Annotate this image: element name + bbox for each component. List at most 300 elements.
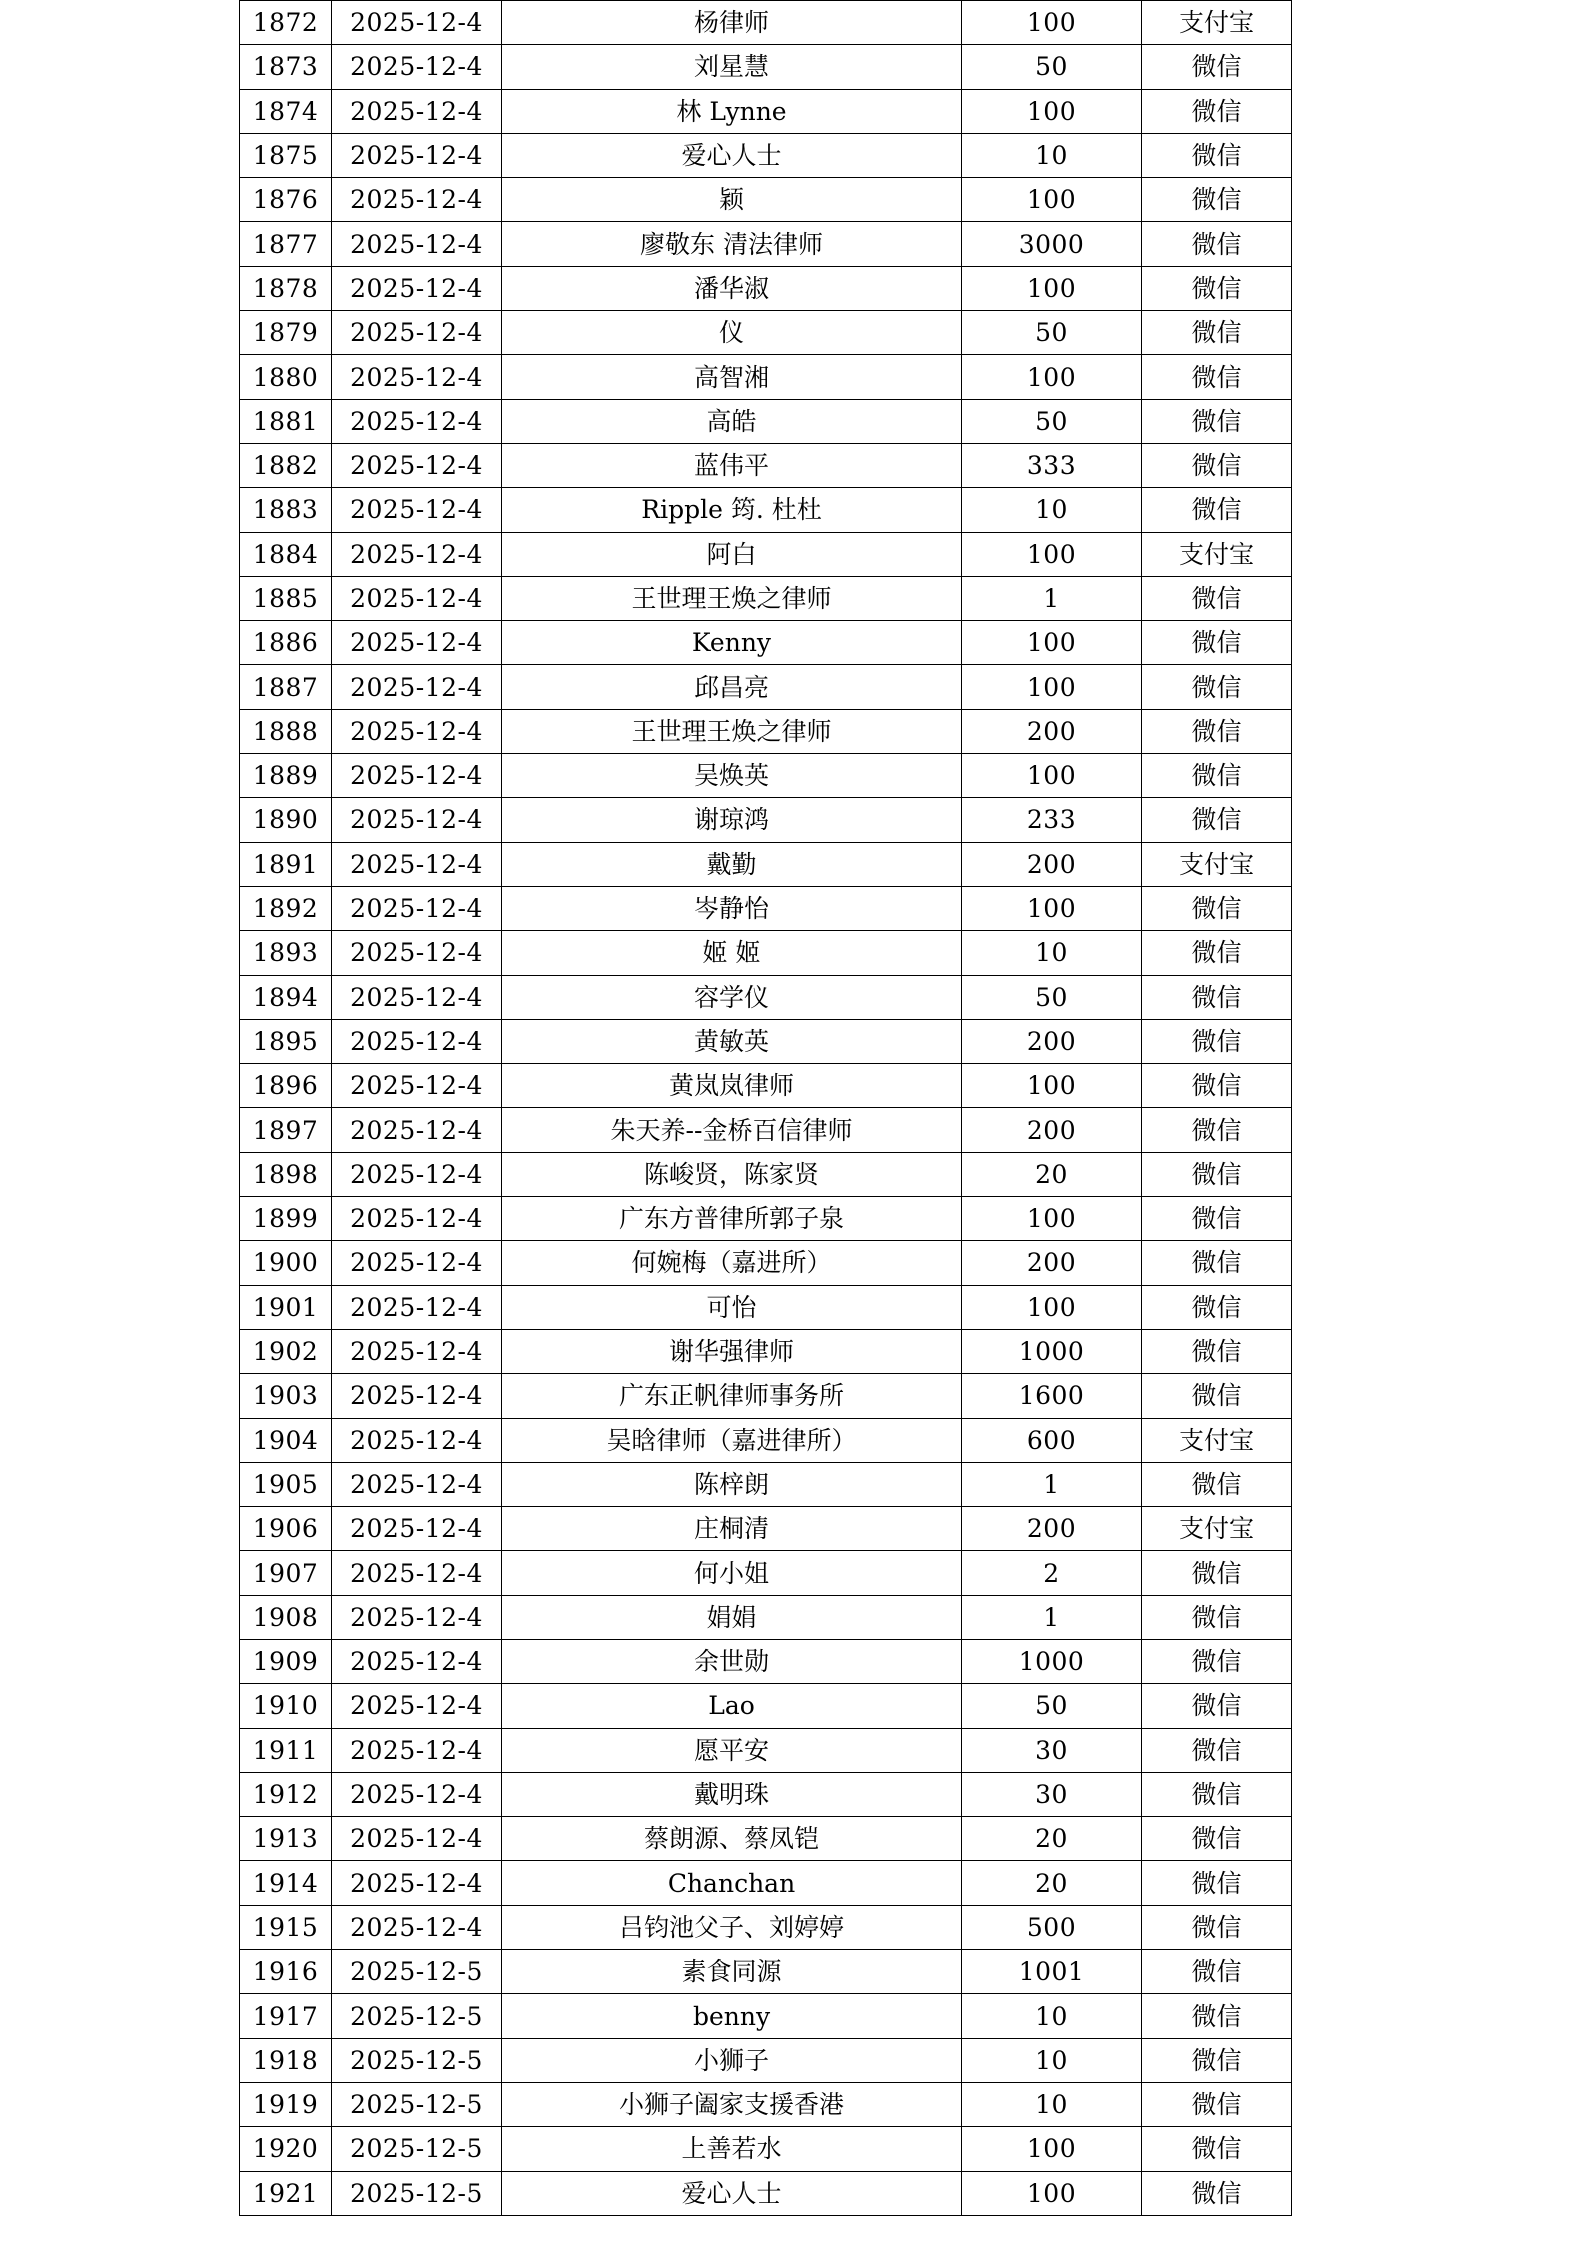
donation-amount: 100: [962, 1064, 1142, 1108]
row-number: 1873: [240, 45, 332, 89]
row-number: 1890: [240, 798, 332, 842]
row-date: 2025-12-4: [332, 488, 502, 532]
row-date: 2025-12-4: [332, 133, 502, 177]
row-number: 1906: [240, 1507, 332, 1551]
donor-name: 余世勋: [502, 1639, 962, 1683]
donation-amount: 100: [962, 886, 1142, 930]
donor-name: 邱昌亮: [502, 665, 962, 709]
row-number: 1876: [240, 178, 332, 222]
payment-method: 支付宝: [1142, 842, 1292, 886]
row-number: 1915: [240, 1905, 332, 1949]
table-row: [240, 1418, 1292, 1462]
row-number: 1918: [240, 2038, 332, 2082]
table-row: [240, 842, 1292, 886]
row-number: 1905: [240, 1462, 332, 1506]
donor-name: 陈峻贤，陈家贤: [502, 1152, 962, 1196]
table-row: [240, 1, 1292, 45]
payment-method: 微信: [1142, 311, 1292, 355]
donation-amount: 50: [962, 975, 1142, 1019]
donor-name: 廖敬东 清法律师: [502, 222, 962, 266]
donor-name: 蔡朗源、蔡凤铠: [502, 1817, 962, 1861]
row-number: 1912: [240, 1772, 332, 1816]
donation-amount: 100: [962, 2171, 1142, 2215]
donation-amount: 233: [962, 798, 1142, 842]
donor-name: 颖: [502, 178, 962, 222]
donor-name: 谢琼鸿: [502, 798, 962, 842]
row-number: 1880: [240, 355, 332, 399]
donation-amount: 20: [962, 1817, 1142, 1861]
table-row: [240, 1817, 1292, 1861]
donation-amount: 10: [962, 2082, 1142, 2126]
row-number: 1889: [240, 754, 332, 798]
payment-method: 微信: [1142, 1241, 1292, 1285]
row-date: 2025-12-5: [332, 2171, 502, 2215]
donor-name: 王世理王焕之律师: [502, 709, 962, 753]
table-row: [240, 665, 1292, 709]
payment-method: 微信: [1142, 1772, 1292, 1816]
row-date: 2025-12-4: [332, 1861, 502, 1905]
row-number: 1917: [240, 1994, 332, 2038]
row-number: 1913: [240, 1817, 332, 1861]
row-date: 2025-12-4: [332, 1728, 502, 1772]
row-date: 2025-12-4: [332, 266, 502, 310]
table-row: [240, 1639, 1292, 1683]
table-row: [240, 576, 1292, 620]
row-date: 2025-12-4: [332, 1507, 502, 1551]
row-date: 2025-12-4: [332, 311, 502, 355]
row-number: 1885: [240, 576, 332, 620]
payment-method: 支付宝: [1142, 1, 1292, 45]
payment-method: 微信: [1142, 886, 1292, 930]
payment-method: 微信: [1142, 1108, 1292, 1152]
row-date: 2025-12-4: [332, 1772, 502, 1816]
row-number: 1888: [240, 709, 332, 753]
table-row: [240, 975, 1292, 1019]
row-number: 1914: [240, 1861, 332, 1905]
row-number: 1911: [240, 1728, 332, 1772]
payment-method: 微信: [1142, 222, 1292, 266]
donation-amount: 50: [962, 1684, 1142, 1728]
table-row: [240, 1595, 1292, 1639]
row-number: 1909: [240, 1639, 332, 1683]
row-date: 2025-12-4: [332, 89, 502, 133]
donation-amount: 500: [962, 1905, 1142, 1949]
table-row: [240, 2038, 1292, 2082]
donation-amount: 100: [962, 665, 1142, 709]
donor-name: 娟娟: [502, 1595, 962, 1639]
row-date: 2025-12-4: [332, 975, 502, 1019]
table-row: [240, 2082, 1292, 2126]
table-row: [240, 178, 1292, 222]
table-row: [240, 45, 1292, 89]
payment-method: 微信: [1142, 2127, 1292, 2171]
table-row: [240, 798, 1292, 842]
donation-amount: 100: [962, 754, 1142, 798]
row-number: 1877: [240, 222, 332, 266]
donation-amount: 30: [962, 1728, 1142, 1772]
row-number: 1902: [240, 1329, 332, 1373]
row-number: 1879: [240, 311, 332, 355]
row-number: 1891: [240, 842, 332, 886]
donation-amount: 50: [962, 45, 1142, 89]
donor-name: 可怡: [502, 1285, 962, 1329]
row-date: 2025-12-4: [332, 1108, 502, 1152]
table-row: [240, 1329, 1292, 1373]
row-date: 2025-12-4: [332, 399, 502, 443]
donation-amount: 10: [962, 2038, 1142, 2082]
donation-amount: 1001: [962, 1950, 1142, 1994]
donation-amount: 100: [962, 1, 1142, 45]
payment-method: 微信: [1142, 355, 1292, 399]
payment-method: 微信: [1142, 266, 1292, 310]
table-row: [240, 886, 1292, 930]
table-row: [240, 1950, 1292, 1994]
donor-name: 吴晗律师（嘉进律所）: [502, 1418, 962, 1462]
row-number: 1884: [240, 532, 332, 576]
donation-amount: 100: [962, 266, 1142, 310]
donation-amount: 100: [962, 89, 1142, 133]
row-date: 2025-12-4: [332, 1019, 502, 1063]
donor-name: 小狮子阖家支援香港: [502, 2082, 962, 2126]
donation-amount: 1000: [962, 1329, 1142, 1373]
row-date: 2025-12-5: [332, 2038, 502, 2082]
payment-method: 微信: [1142, 1905, 1292, 1949]
donor-name: 杨律师: [502, 1, 962, 45]
donation-table: [239, 0, 1292, 2216]
table-row: [240, 1152, 1292, 1196]
payment-method: 微信: [1142, 1994, 1292, 2038]
table-row: [240, 1994, 1292, 2038]
row-date: 2025-12-4: [332, 931, 502, 975]
donation-amount: 200: [962, 1507, 1142, 1551]
payment-method: 微信: [1142, 133, 1292, 177]
table-row: [240, 488, 1292, 532]
donation-amount: 1600: [962, 1374, 1142, 1418]
payment-method: 微信: [1142, 178, 1292, 222]
table-row: [240, 709, 1292, 753]
table-row: [240, 1861, 1292, 1905]
donor-name: 黄敏英: [502, 1019, 962, 1063]
payment-method: 微信: [1142, 488, 1292, 532]
row-number: 1895: [240, 1019, 332, 1063]
payment-method: 支付宝: [1142, 1418, 1292, 1462]
table-row: [240, 1285, 1292, 1329]
row-number: 1874: [240, 89, 332, 133]
table-row: [240, 89, 1292, 133]
row-date: 2025-12-4: [332, 1817, 502, 1861]
payment-method: 微信: [1142, 89, 1292, 133]
table-body: [240, 1, 1292, 2216]
payment-method: 微信: [1142, 1639, 1292, 1683]
donation-amount: 200: [962, 709, 1142, 753]
donor-name: Lao: [502, 1684, 962, 1728]
donor-name: 何婉梅（嘉进所）: [502, 1241, 962, 1285]
donor-name: 潘华淑: [502, 266, 962, 310]
donation-amount: 20: [962, 1861, 1142, 1905]
row-date: 2025-12-4: [332, 1462, 502, 1506]
payment-method: 微信: [1142, 1152, 1292, 1196]
donor-name: 高智湘: [502, 355, 962, 399]
row-date: 2025-12-4: [332, 1905, 502, 1949]
donor-name: Ripple 筠. 杜杜: [502, 488, 962, 532]
donor-name: Kenny: [502, 621, 962, 665]
donation-amount: 100: [962, 1197, 1142, 1241]
row-number: 1899: [240, 1197, 332, 1241]
row-number: 1903: [240, 1374, 332, 1418]
row-date: 2025-12-4: [332, 1329, 502, 1373]
donation-amount: 333: [962, 443, 1142, 487]
payment-method: 微信: [1142, 45, 1292, 89]
payment-method: 微信: [1142, 1950, 1292, 1994]
donation-amount: 1: [962, 576, 1142, 620]
table-row: [240, 266, 1292, 310]
row-number: 1921: [240, 2171, 332, 2215]
row-date: 2025-12-4: [332, 1639, 502, 1683]
row-date: 2025-12-5: [332, 2082, 502, 2126]
row-number: 1898: [240, 1152, 332, 1196]
donor-name: 王世理王焕之律师: [502, 576, 962, 620]
payment-method: 微信: [1142, 576, 1292, 620]
row-date: 2025-12-4: [332, 355, 502, 399]
donation-amount: 200: [962, 1108, 1142, 1152]
donor-name: 容学仪: [502, 975, 962, 1019]
table-row: [240, 222, 1292, 266]
payment-method: 微信: [1142, 621, 1292, 665]
payment-method: 微信: [1142, 1285, 1292, 1329]
table-row: [240, 355, 1292, 399]
row-date: 2025-12-4: [332, 1064, 502, 1108]
donation-amount: 100: [962, 2127, 1142, 2171]
donation-amount: 20: [962, 1152, 1142, 1196]
row-date: 2025-12-4: [332, 1241, 502, 1285]
row-date: 2025-12-4: [332, 754, 502, 798]
row-number: 1908: [240, 1595, 332, 1639]
donor-name: 蓝伟平: [502, 443, 962, 487]
donor-name: 吕钧池父子、刘婷婷: [502, 1905, 962, 1949]
row-date: 2025-12-4: [332, 222, 502, 266]
donation-amount: 100: [962, 355, 1142, 399]
donor-name: 岑静怡: [502, 886, 962, 930]
row-number: 1881: [240, 399, 332, 443]
row-number: 1904: [240, 1418, 332, 1462]
row-number: 1920: [240, 2127, 332, 2171]
row-number: 1892: [240, 886, 332, 930]
row-date: 2025-12-4: [332, 665, 502, 709]
donor-name: 爱心人士: [502, 133, 962, 177]
row-date: 2025-12-4: [332, 621, 502, 665]
row-number: 1883: [240, 488, 332, 532]
donor-name: 广东正帆律师事务所: [502, 1374, 962, 1418]
row-number: 1894: [240, 975, 332, 1019]
donation-amount: 200: [962, 842, 1142, 886]
donor-name: 刘星慧: [502, 45, 962, 89]
donation-amount: 50: [962, 311, 1142, 355]
row-number: 1896: [240, 1064, 332, 1108]
donation-amount: 1000: [962, 1639, 1142, 1683]
table-row: [240, 1241, 1292, 1285]
donation-amount: 600: [962, 1418, 1142, 1462]
payment-method: 微信: [1142, 1064, 1292, 1108]
payment-method: 微信: [1142, 1551, 1292, 1595]
donor-name: 阿白: [502, 532, 962, 576]
payment-method: 微信: [1142, 1861, 1292, 1905]
donation-amount: 10: [962, 1994, 1142, 2038]
row-date: 2025-12-4: [332, 1197, 502, 1241]
row-date: 2025-12-4: [332, 709, 502, 753]
table-row: [240, 1108, 1292, 1152]
donor-name: 吴焕英: [502, 754, 962, 798]
row-date: 2025-12-4: [332, 532, 502, 576]
donation-amount: 200: [962, 1019, 1142, 1063]
row-number: 1919: [240, 2082, 332, 2126]
payment-method: 支付宝: [1142, 1507, 1292, 1551]
row-date: 2025-12-4: [332, 443, 502, 487]
table-row: [240, 1728, 1292, 1772]
table-row: [240, 1507, 1292, 1551]
donor-name: 何小姐: [502, 1551, 962, 1595]
row-number: 1901: [240, 1285, 332, 1329]
table-row: [240, 399, 1292, 443]
payment-method: 微信: [1142, 2038, 1292, 2082]
donor-name: 朱天养--金桥百信律师: [502, 1108, 962, 1152]
row-number: 1916: [240, 1950, 332, 1994]
payment-method: 支付宝: [1142, 532, 1292, 576]
payment-method: 微信: [1142, 709, 1292, 753]
payment-method: 微信: [1142, 931, 1292, 975]
payment-method: 微信: [1142, 1684, 1292, 1728]
table-row: [240, 1684, 1292, 1728]
row-date: 2025-12-4: [332, 1285, 502, 1329]
table-row: [240, 621, 1292, 665]
row-date: 2025-12-4: [332, 178, 502, 222]
donor-name: 陈梓朗: [502, 1462, 962, 1506]
donor-name: 谢华强律师: [502, 1329, 962, 1373]
donation-amount: 3000: [962, 222, 1142, 266]
payment-method: 微信: [1142, 1019, 1292, 1063]
payment-method: 微信: [1142, 665, 1292, 709]
payment-method: 微信: [1142, 2082, 1292, 2126]
donation-amount: 100: [962, 621, 1142, 665]
row-number: 1900: [240, 1241, 332, 1285]
table-row: [240, 1905, 1292, 1949]
row-number: 1882: [240, 443, 332, 487]
row-date: 2025-12-4: [332, 798, 502, 842]
row-number: 1907: [240, 1551, 332, 1595]
table-row: [240, 1551, 1292, 1595]
donation-amount: 1: [962, 1595, 1142, 1639]
row-number: 1897: [240, 1108, 332, 1152]
row-number: 1872: [240, 1, 332, 45]
donor-name: 愿平安: [502, 1728, 962, 1772]
donor-name: 上善若水: [502, 2127, 962, 2171]
donation-amount: 100: [962, 1285, 1142, 1329]
row-date: 2025-12-5: [332, 1950, 502, 1994]
donor-name: 戴勤: [502, 842, 962, 886]
donor-name: 素食同源: [502, 1950, 962, 1994]
donor-name: Chanchan: [502, 1861, 962, 1905]
donor-name: 小狮子: [502, 2038, 962, 2082]
table-row: [240, 443, 1292, 487]
donor-name: 仪: [502, 311, 962, 355]
donor-name: benny: [502, 1994, 962, 2038]
table-row: [240, 133, 1292, 177]
payment-method: 微信: [1142, 1817, 1292, 1861]
row-date: 2025-12-4: [332, 45, 502, 89]
row-number: 1878: [240, 266, 332, 310]
payment-method: 微信: [1142, 975, 1292, 1019]
table-row: [240, 1019, 1292, 1063]
donor-name: 庄桐清: [502, 1507, 962, 1551]
table-row: [240, 1064, 1292, 1108]
donor-name: 广东方普律所郭子泉: [502, 1197, 962, 1241]
donation-amount: 10: [962, 133, 1142, 177]
donor-name: 林 Lynne: [502, 89, 962, 133]
donation-amount: 100: [962, 532, 1142, 576]
row-number: 1886: [240, 621, 332, 665]
payment-method: 微信: [1142, 1728, 1292, 1772]
row-date: 2025-12-4: [332, 576, 502, 620]
payment-method: 微信: [1142, 1197, 1292, 1241]
table-row: [240, 311, 1292, 355]
payment-method: 微信: [1142, 798, 1292, 842]
row-date: 2025-12-4: [332, 1374, 502, 1418]
row-date: 2025-12-4: [332, 1595, 502, 1639]
donation-amount: 10: [962, 488, 1142, 532]
row-date: 2025-12-4: [332, 1684, 502, 1728]
donation-amount: 10: [962, 931, 1142, 975]
donation-amount: 50: [962, 399, 1142, 443]
donor-name: 爱心人士: [502, 2171, 962, 2215]
payment-method: 微信: [1142, 1595, 1292, 1639]
row-date: 2025-12-4: [332, 886, 502, 930]
table-row: [240, 1197, 1292, 1241]
row-date: 2025-12-5: [332, 1994, 502, 2038]
row-date: 2025-12-5: [332, 2127, 502, 2171]
donation-amount: 1: [962, 1462, 1142, 1506]
table-row: [240, 1772, 1292, 1816]
table-row: [240, 754, 1292, 798]
payment-method: 微信: [1142, 1374, 1292, 1418]
payment-method: 微信: [1142, 443, 1292, 487]
donor-name: 高皓: [502, 399, 962, 443]
payment-method: 微信: [1142, 399, 1292, 443]
payment-method: 微信: [1142, 2171, 1292, 2215]
payment-method: 微信: [1142, 1462, 1292, 1506]
donor-name: 戴明珠: [502, 1772, 962, 1816]
table-row: [240, 931, 1292, 975]
donor-name: 黄岚岚律师: [502, 1064, 962, 1108]
donation-amount: 30: [962, 1772, 1142, 1816]
row-number: 1910: [240, 1684, 332, 1728]
donation-amount: 2: [962, 1551, 1142, 1595]
table-row: [240, 1374, 1292, 1418]
row-date: 2025-12-4: [332, 842, 502, 886]
payment-method: 微信: [1142, 1329, 1292, 1373]
row-date: 2025-12-4: [332, 1, 502, 45]
table-row: [240, 1462, 1292, 1506]
table-row: [240, 2171, 1292, 2215]
row-number: 1887: [240, 665, 332, 709]
row-date: 2025-12-4: [332, 1152, 502, 1196]
donor-name: 姬 姬: [502, 931, 962, 975]
donation-amount: 100: [962, 178, 1142, 222]
table-row: [240, 532, 1292, 576]
row-number: 1875: [240, 133, 332, 177]
row-number: 1893: [240, 931, 332, 975]
donation-amount: 200: [962, 1241, 1142, 1285]
table-row: [240, 2127, 1292, 2171]
payment-method: 微信: [1142, 754, 1292, 798]
